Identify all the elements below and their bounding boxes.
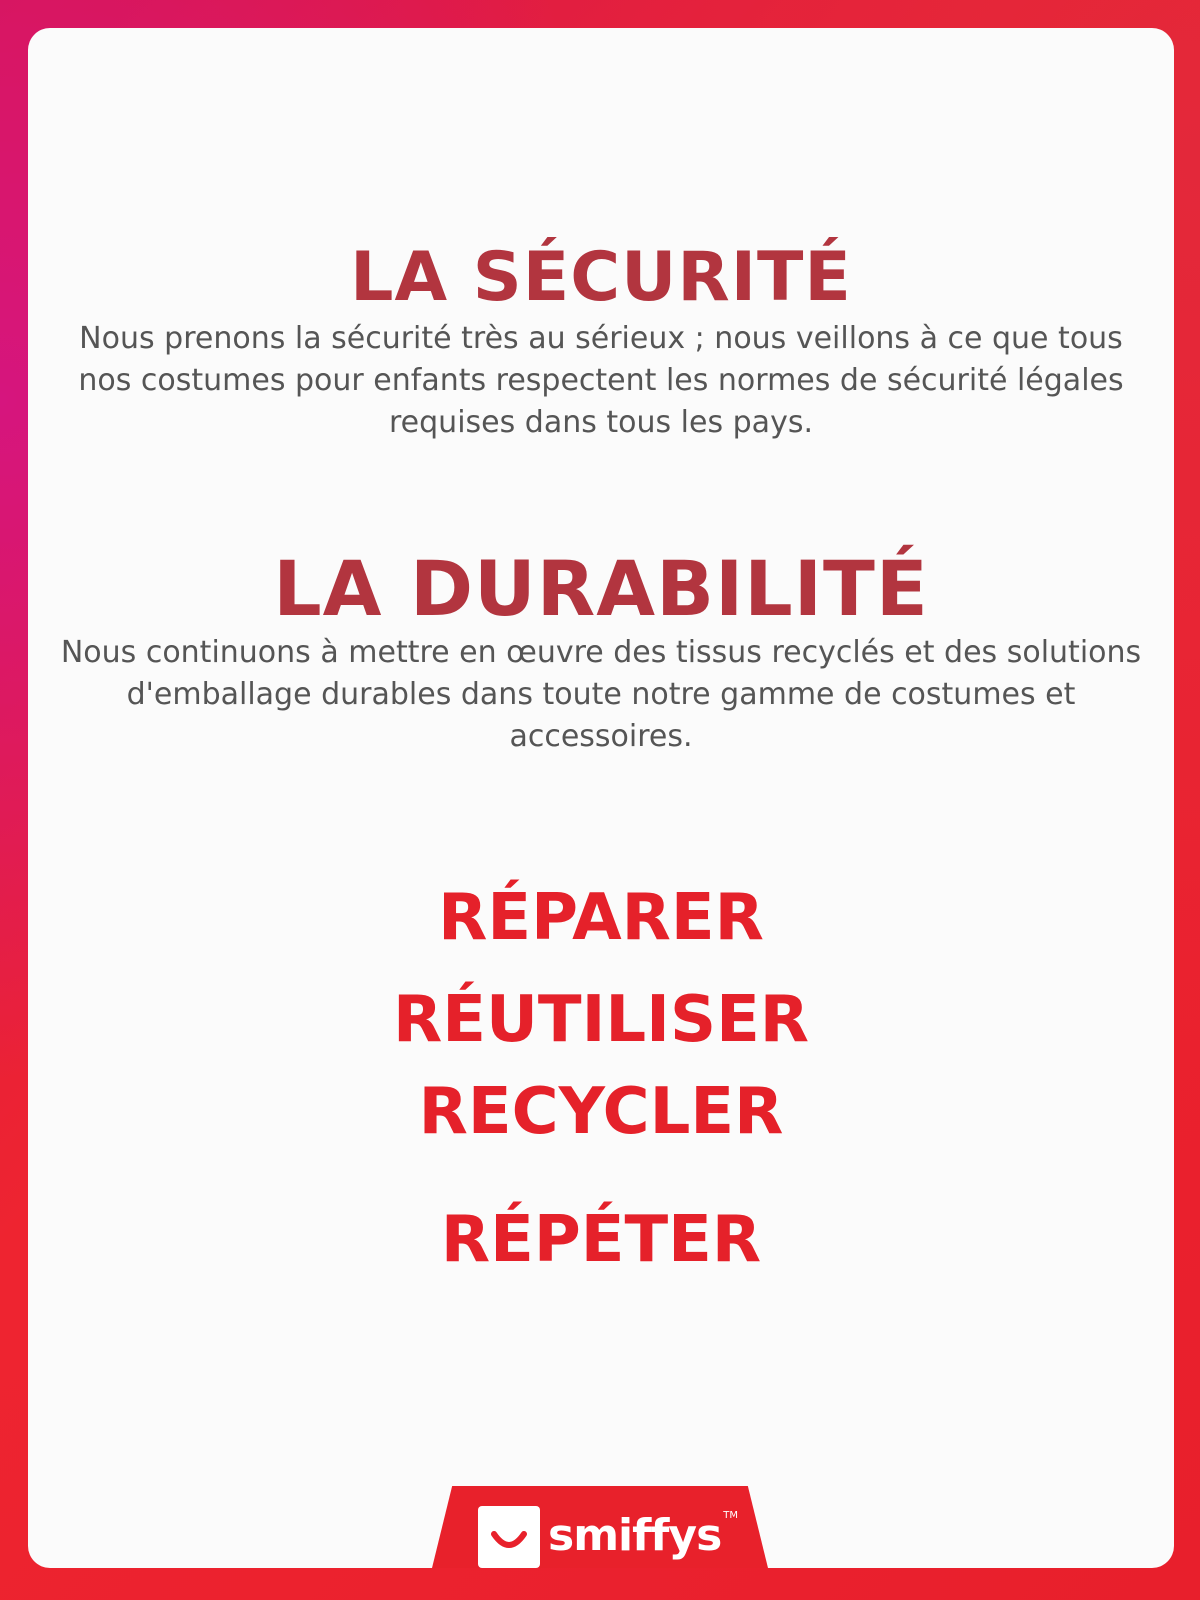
mantra-item-repair: RÉPARER bbox=[438, 881, 764, 955]
logo-wordmark: smiffys bbox=[548, 1509, 722, 1561]
sustainability-section bbox=[28, 546, 1174, 758]
sustainability-heading: LA DURABILITÉ bbox=[273, 544, 929, 633]
mantra-item-reuse: RÉUTILISER bbox=[392, 983, 810, 1057]
safety-section bbox=[28, 238, 1174, 444]
mantra-item-repeat: RÉPÉTER bbox=[440, 1203, 762, 1277]
logo-trademark: TM bbox=[723, 1509, 739, 1521]
safety-text: Nous prenons la sécurité très au sérieux ; nous veillons à ce que tous nos costumes pour enfants respectent les normes de sécurité légales requises dans tous les pays. bbox=[78, 321, 1124, 440]
mantra-item-recycle: RECYCLER bbox=[418, 1075, 784, 1149]
smile-icon bbox=[478, 1506, 540, 1568]
content-card bbox=[28, 28, 1174, 1568]
safety-heading: LA SÉCURITÉ bbox=[350, 238, 852, 317]
sustainability-text: Nous continuons à mettre en œuvre des tissus recyclés et des solutions d'emballage durables dans toute notre gamme de costumes et accessoires. bbox=[60, 635, 1142, 754]
smiffys-logo bbox=[478, 1506, 738, 1568]
